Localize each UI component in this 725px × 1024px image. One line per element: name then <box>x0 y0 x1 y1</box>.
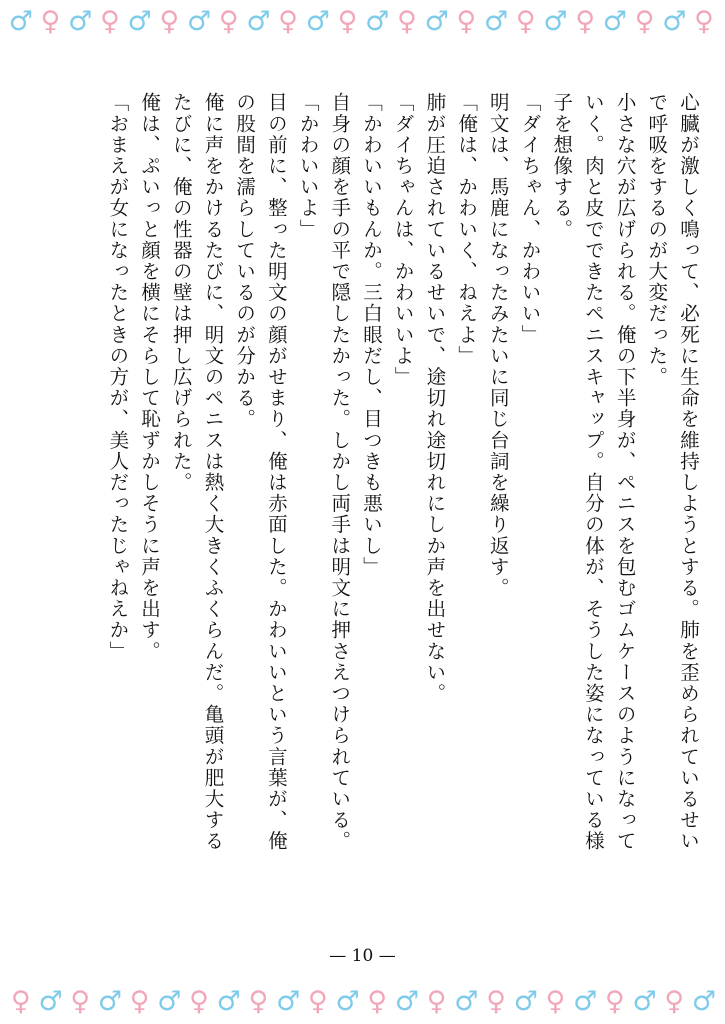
female-symbol-icon: ♀ <box>397 5 417 37</box>
female-symbol-icon: ♀ <box>189 985 209 1017</box>
novel-text-body <box>70 92 704 872</box>
female-symbol-icon: ♀ <box>456 5 477 37</box>
male-symbol-icon: ♂ <box>424 5 449 37</box>
male-symbol-icon: ♂ <box>543 5 568 37</box>
paragraph: 肺が圧迫されているせいで、途切れ途切れにしか声を出せない。 <box>423 92 447 704</box>
female-symbol-icon: ♀ <box>100 5 120 37</box>
male-symbol-icon: ♂ <box>483 5 509 37</box>
top-gender-symbol-border <box>6 4 719 38</box>
dialogue-line: 「おまえが女になったときの方が、美人だったじゃねえか」 <box>106 92 130 662</box>
dialogue-line: 「俺は、かわいく、ねえよ」 <box>455 92 479 367</box>
male-symbol-icon: ♂ <box>513 985 538 1017</box>
female-symbol-icon: ♀ <box>337 5 358 37</box>
female-symbol-icon: ♀ <box>367 985 388 1017</box>
female-symbol-icon: ♀ <box>70 985 91 1017</box>
female-symbol-icon: ♀ <box>129 985 150 1017</box>
paragraph: 心臓が激しく鳴って、必死に生命を維持しようとする。肺を歪められているせいで呼吸をするのが大変だった。 <box>645 92 700 852</box>
female-symbol-icon: ♀ <box>159 5 180 37</box>
male-symbol-icon: ♂ <box>335 985 360 1017</box>
paragraph: 自身の顔を手の平で隠したかった。しかし両手は明文に押さえつけられている。 <box>328 92 352 852</box>
male-symbol-icon: ♂ <box>662 5 687 37</box>
page-number: — 10 — <box>329 946 396 966</box>
male-symbol-icon: ♂ <box>602 5 628 37</box>
male-symbol-icon: ♂ <box>157 985 182 1017</box>
female-symbol-icon: ♀ <box>278 5 299 37</box>
female-symbol-icon: ♀ <box>248 985 269 1017</box>
male-symbol-icon: ♂ <box>394 985 420 1017</box>
male-symbol-icon: ♂ <box>305 5 330 37</box>
female-symbol-icon: ♀ <box>10 985 31 1017</box>
dialogue-line: 「ダイちゃん、かわいい」 <box>518 92 542 346</box>
paragraph: 目の前に、整った明文の顔がせまり、俺は赤面した。かわいいという言葉が、俺の股間を濡らしているのが分かる。 <box>233 92 288 852</box>
male-symbol-icon: ♂ <box>365 5 390 37</box>
female-symbol-icon: ♀ <box>634 5 655 37</box>
male-symbol-icon: ♂ <box>186 5 212 37</box>
female-symbol-icon: ♀ <box>605 985 625 1017</box>
male-symbol-icon: ♂ <box>573 985 598 1017</box>
female-symbol-icon: ♀ <box>307 985 328 1017</box>
female-symbol-icon: ♀ <box>545 985 566 1017</box>
bottom-gender-symbol-border <box>6 984 719 1018</box>
dialogue-line: 「かわいいもんか。三白眼だし、目つきも悪いし」 <box>359 92 383 578</box>
male-symbol-icon: ♂ <box>454 985 479 1017</box>
paragraph: 明文は、馬鹿になったみたいに同じ台詞を繰り返す。 <box>486 92 510 599</box>
female-symbol-icon: ♀ <box>694 5 714 37</box>
male-symbol-icon: ♂ <box>127 5 152 37</box>
female-symbol-icon: ♀ <box>515 5 536 37</box>
male-symbol-icon: ♂ <box>216 985 241 1017</box>
female-symbol-icon: ♀ <box>664 985 685 1017</box>
paragraph: 俺は、ぷいっと顔を横にそらして恥ずかしそうに声を出す。 <box>138 92 162 662</box>
female-symbol-icon: ♀ <box>486 985 506 1017</box>
female-symbol-icon: ♀ <box>575 5 596 37</box>
paragraph: 俺に声をかけるたびに、明文のペニスは熱く大きくふくらんだ。亀頭が肥大するたびに、俺の性器の壁は押し広げられた。 <box>169 92 225 852</box>
male-symbol-icon: ♂ <box>246 5 271 37</box>
male-symbol-icon: ♂ <box>68 5 93 37</box>
paragraph: 小さな穴が広げられる。俺の下半身が、ペニスを包むゴムケースのようになっていく。肉と皮でできたペニスキャップ。自分の体が、そうした姿になっている様子を想像する。 <box>550 92 637 852</box>
male-symbol-icon: ♂ <box>38 985 63 1017</box>
male-symbol-icon: ♂ <box>276 985 301 1017</box>
female-symbol-icon: ♀ <box>426 985 447 1017</box>
dialogue-line: 「かわいいよ」 <box>296 92 320 240</box>
male-symbol-icon: ♂ <box>97 985 123 1017</box>
female-symbol-icon: ♀ <box>40 5 61 37</box>
male-symbol-icon: ♂ <box>691 985 717 1017</box>
female-symbol-icon: ♀ <box>218 5 239 37</box>
dialogue-line: 「ダイちゃんは、かわいいよ」 <box>391 92 415 388</box>
male-symbol-icon: ♂ <box>632 985 657 1017</box>
male-symbol-icon: ♂ <box>8 5 33 37</box>
